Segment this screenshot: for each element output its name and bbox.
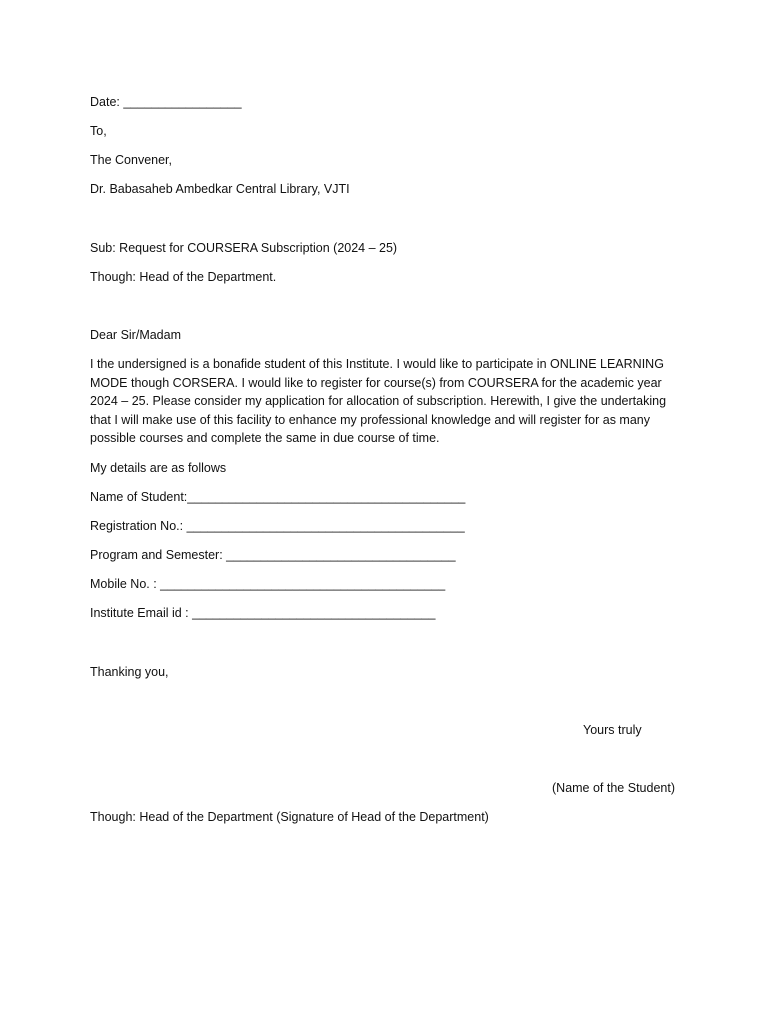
body-line: 2024 – 25. Please consider my application for allocation of subscription. Herewith, I give the undertaking (90, 394, 667, 409)
name-field: Name of Student:________________________________________ (90, 490, 466, 504)
body-paragraph (90, 355, 690, 448)
body-line: I the undersigned is a bonafide student of this Institute. I would like to participate in ONLINE LEARNING (90, 357, 664, 371)
subject-line: Sub: Request for COURSERA Subscription (2024 – 25) (90, 241, 398, 255)
registration-field: Registration No.: ________________________________________ (90, 519, 465, 533)
salutation: Dear Sir/Madam (90, 328, 181, 342)
details-intro: My details are as follows (90, 461, 227, 475)
library-line: Dr. Babasaheb Ambedkar Central Library, VJTI (90, 182, 350, 196)
date-line: Date: _________________ (90, 95, 242, 109)
yours-truly: Yours truly (583, 723, 642, 737)
thanking-line: Thanking you, (90, 665, 169, 679)
body-line: MODE though CORSERA. I would like to register for course(s) from COURSERA for the academic year (90, 375, 662, 390)
through-line-bottom: Though: Head of the Department (Signature of Head of the Department) (90, 810, 489, 824)
email-field: Institute Email id : ___________________________________ (90, 606, 436, 620)
program-field: Program and Semester: _________________________________ (90, 548, 456, 562)
to-line: To, (90, 124, 107, 138)
convener-line: The Convener, (90, 153, 172, 167)
mobile-field: Mobile No. : _________________________________________ (90, 577, 446, 591)
body-line: that I will make use of this facility to enhance my professional knowledge and will register for as many (90, 412, 650, 427)
student-name-line: (Name of the Student) (552, 781, 675, 795)
through-line-top: Though: Head of the Department. (90, 270, 277, 284)
body-line: possible courses and complete the same in due course of time. (90, 431, 440, 446)
